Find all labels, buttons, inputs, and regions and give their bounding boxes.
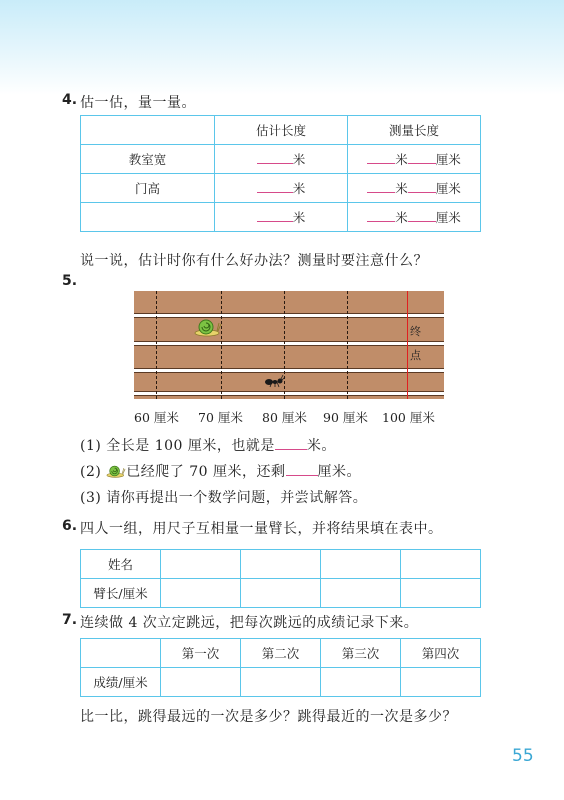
answer-blank[interactable]	[367, 150, 395, 164]
part-text: 米。	[306, 438, 336, 454]
ruler-label-100: 100 厘米	[382, 410, 435, 425]
input-cell[interactable]	[401, 579, 481, 608]
table-header-cell	[81, 639, 161, 668]
table-header-row	[81, 639, 481, 668]
input-cell[interactable]	[401, 550, 481, 579]
snail-icon	[194, 317, 222, 337]
unit-label: 米	[292, 181, 306, 196]
row-item-label[interactable]	[81, 203, 215, 232]
input-cell[interactable]	[241, 668, 321, 697]
answer-blank[interactable]	[367, 179, 395, 193]
part-number: (1)	[80, 438, 102, 454]
input-cell[interactable]	[321, 668, 401, 697]
table-header-row	[81, 116, 481, 145]
table-header-cell: 测量长度	[348, 116, 481, 145]
finish-label-bottom: 点	[410, 349, 421, 362]
q4-estimate-table	[80, 115, 481, 232]
finish-line	[407, 291, 408, 399]
measure-cell[interactable]	[348, 174, 481, 203]
q7-jump-table	[80, 638, 481, 697]
table-row	[81, 550, 481, 579]
row-item-label: 教室宽	[81, 145, 215, 174]
q5-part2	[80, 461, 361, 481]
table-header-cell: 第四次	[401, 639, 481, 668]
q4-title: 估一估，量一量。	[80, 95, 196, 111]
answer-blank[interactable]	[408, 208, 436, 222]
answer-blank[interactable]	[275, 436, 307, 450]
lane-divider	[134, 341, 444, 346]
estimate-cell[interactable]	[215, 203, 348, 232]
q5-part1	[80, 435, 336, 455]
unit-label: 米	[395, 152, 408, 167]
part-text: 厘米。	[317, 464, 362, 480]
row-label-arm-length: 臂长/厘米	[81, 579, 161, 608]
answer-blank[interactable]	[408, 179, 436, 193]
estimate-cell[interactable]	[215, 145, 348, 174]
lane-divider	[134, 391, 444, 396]
ant-icon	[264, 374, 286, 388]
q7-title: 连续做 4 次立定跳远，把每次跳远的成绩记录下来。	[80, 615, 419, 631]
table-header-cell: 第三次	[321, 639, 401, 668]
table-header-cell: 第二次	[241, 639, 321, 668]
unit-label: 米	[292, 152, 306, 167]
mark-70cm	[221, 291, 222, 399]
table-header-cell: 估计长度	[215, 116, 348, 145]
mark-60cm	[156, 291, 157, 399]
table-header-cell: 第一次	[161, 639, 241, 668]
input-cell[interactable]	[321, 579, 401, 608]
q6-arm-length-table	[80, 549, 481, 608]
measure-cell[interactable]	[348, 145, 481, 174]
unit-label: 厘米	[435, 210, 461, 225]
answer-blank[interactable]	[286, 462, 318, 476]
q4-number: 4.	[62, 92, 78, 108]
finish-label-top: 终	[410, 325, 421, 338]
answer-blank[interactable]	[408, 150, 436, 164]
table-row	[81, 579, 481, 608]
q7-number: 7.	[62, 612, 78, 628]
table-header-cell	[81, 116, 215, 145]
input-cell[interactable]	[321, 550, 401, 579]
q6-title: 四人一组，用尺子互相量一量臂长，并将结果填在表中。	[80, 521, 443, 537]
unit-label: 厘米	[435, 181, 461, 196]
q4-discussion: 说一说，估计时你有什么好办法？测量时要注意什么？	[80, 253, 428, 269]
answer-blank[interactable]	[257, 150, 293, 164]
answer-blank[interactable]	[367, 208, 395, 222]
row-label-score: 成绩/厘米	[81, 668, 161, 697]
part-text: 已经爬了 70 厘米，还剩	[126, 464, 286, 480]
answer-blank[interactable]	[257, 179, 293, 193]
ruler-label-90: 90 厘米	[323, 410, 368, 425]
input-cell[interactable]	[161, 550, 241, 579]
unit-label: 厘米	[435, 152, 461, 167]
input-cell[interactable]	[161, 668, 241, 697]
part-text: 请你再提出一个数学问题，并尝试解答。	[106, 490, 368, 506]
input-cell[interactable]	[401, 668, 481, 697]
row-item-label: 门高	[81, 174, 215, 203]
input-cell[interactable]	[161, 579, 241, 608]
measure-cell[interactable]	[348, 203, 481, 232]
q6-number: 6.	[62, 518, 78, 534]
q5-number: 5.	[62, 273, 78, 289]
table-row	[81, 668, 481, 697]
table-row	[81, 145, 481, 174]
input-cell[interactable]	[241, 579, 321, 608]
table-row	[81, 174, 481, 203]
part-number: (3)	[80, 490, 102, 506]
race-track-illustration	[134, 291, 444, 399]
lane-divider	[134, 368, 444, 373]
lane-divider	[134, 313, 444, 318]
estimate-cell[interactable]	[215, 174, 348, 203]
q5-part3	[80, 487, 367, 507]
ruler-label-70: 70 厘米	[198, 410, 243, 425]
answer-blank[interactable]	[257, 208, 293, 222]
input-cell[interactable]	[241, 550, 321, 579]
table-row	[81, 203, 481, 232]
unit-label: 米	[395, 181, 408, 196]
header-gradient-band	[0, 0, 564, 95]
unit-label: 米	[292, 210, 306, 225]
page-number: 55	[512, 746, 534, 766]
ruler-label-60: 60 厘米	[134, 410, 179, 425]
q7-followup: 比一比，跳得最远的一次是多少？跳得最近的一次是多少？	[80, 709, 457, 725]
part-text: 全长是 100 厘米，也就是	[106, 438, 275, 454]
ruler-label-80: 80 厘米	[262, 410, 307, 425]
snail-icon	[106, 464, 126, 478]
mark-90cm	[347, 291, 348, 399]
part-number: (2)	[80, 464, 102, 480]
unit-label: 米	[395, 210, 408, 225]
row-label-name: 姓名	[81, 550, 161, 579]
